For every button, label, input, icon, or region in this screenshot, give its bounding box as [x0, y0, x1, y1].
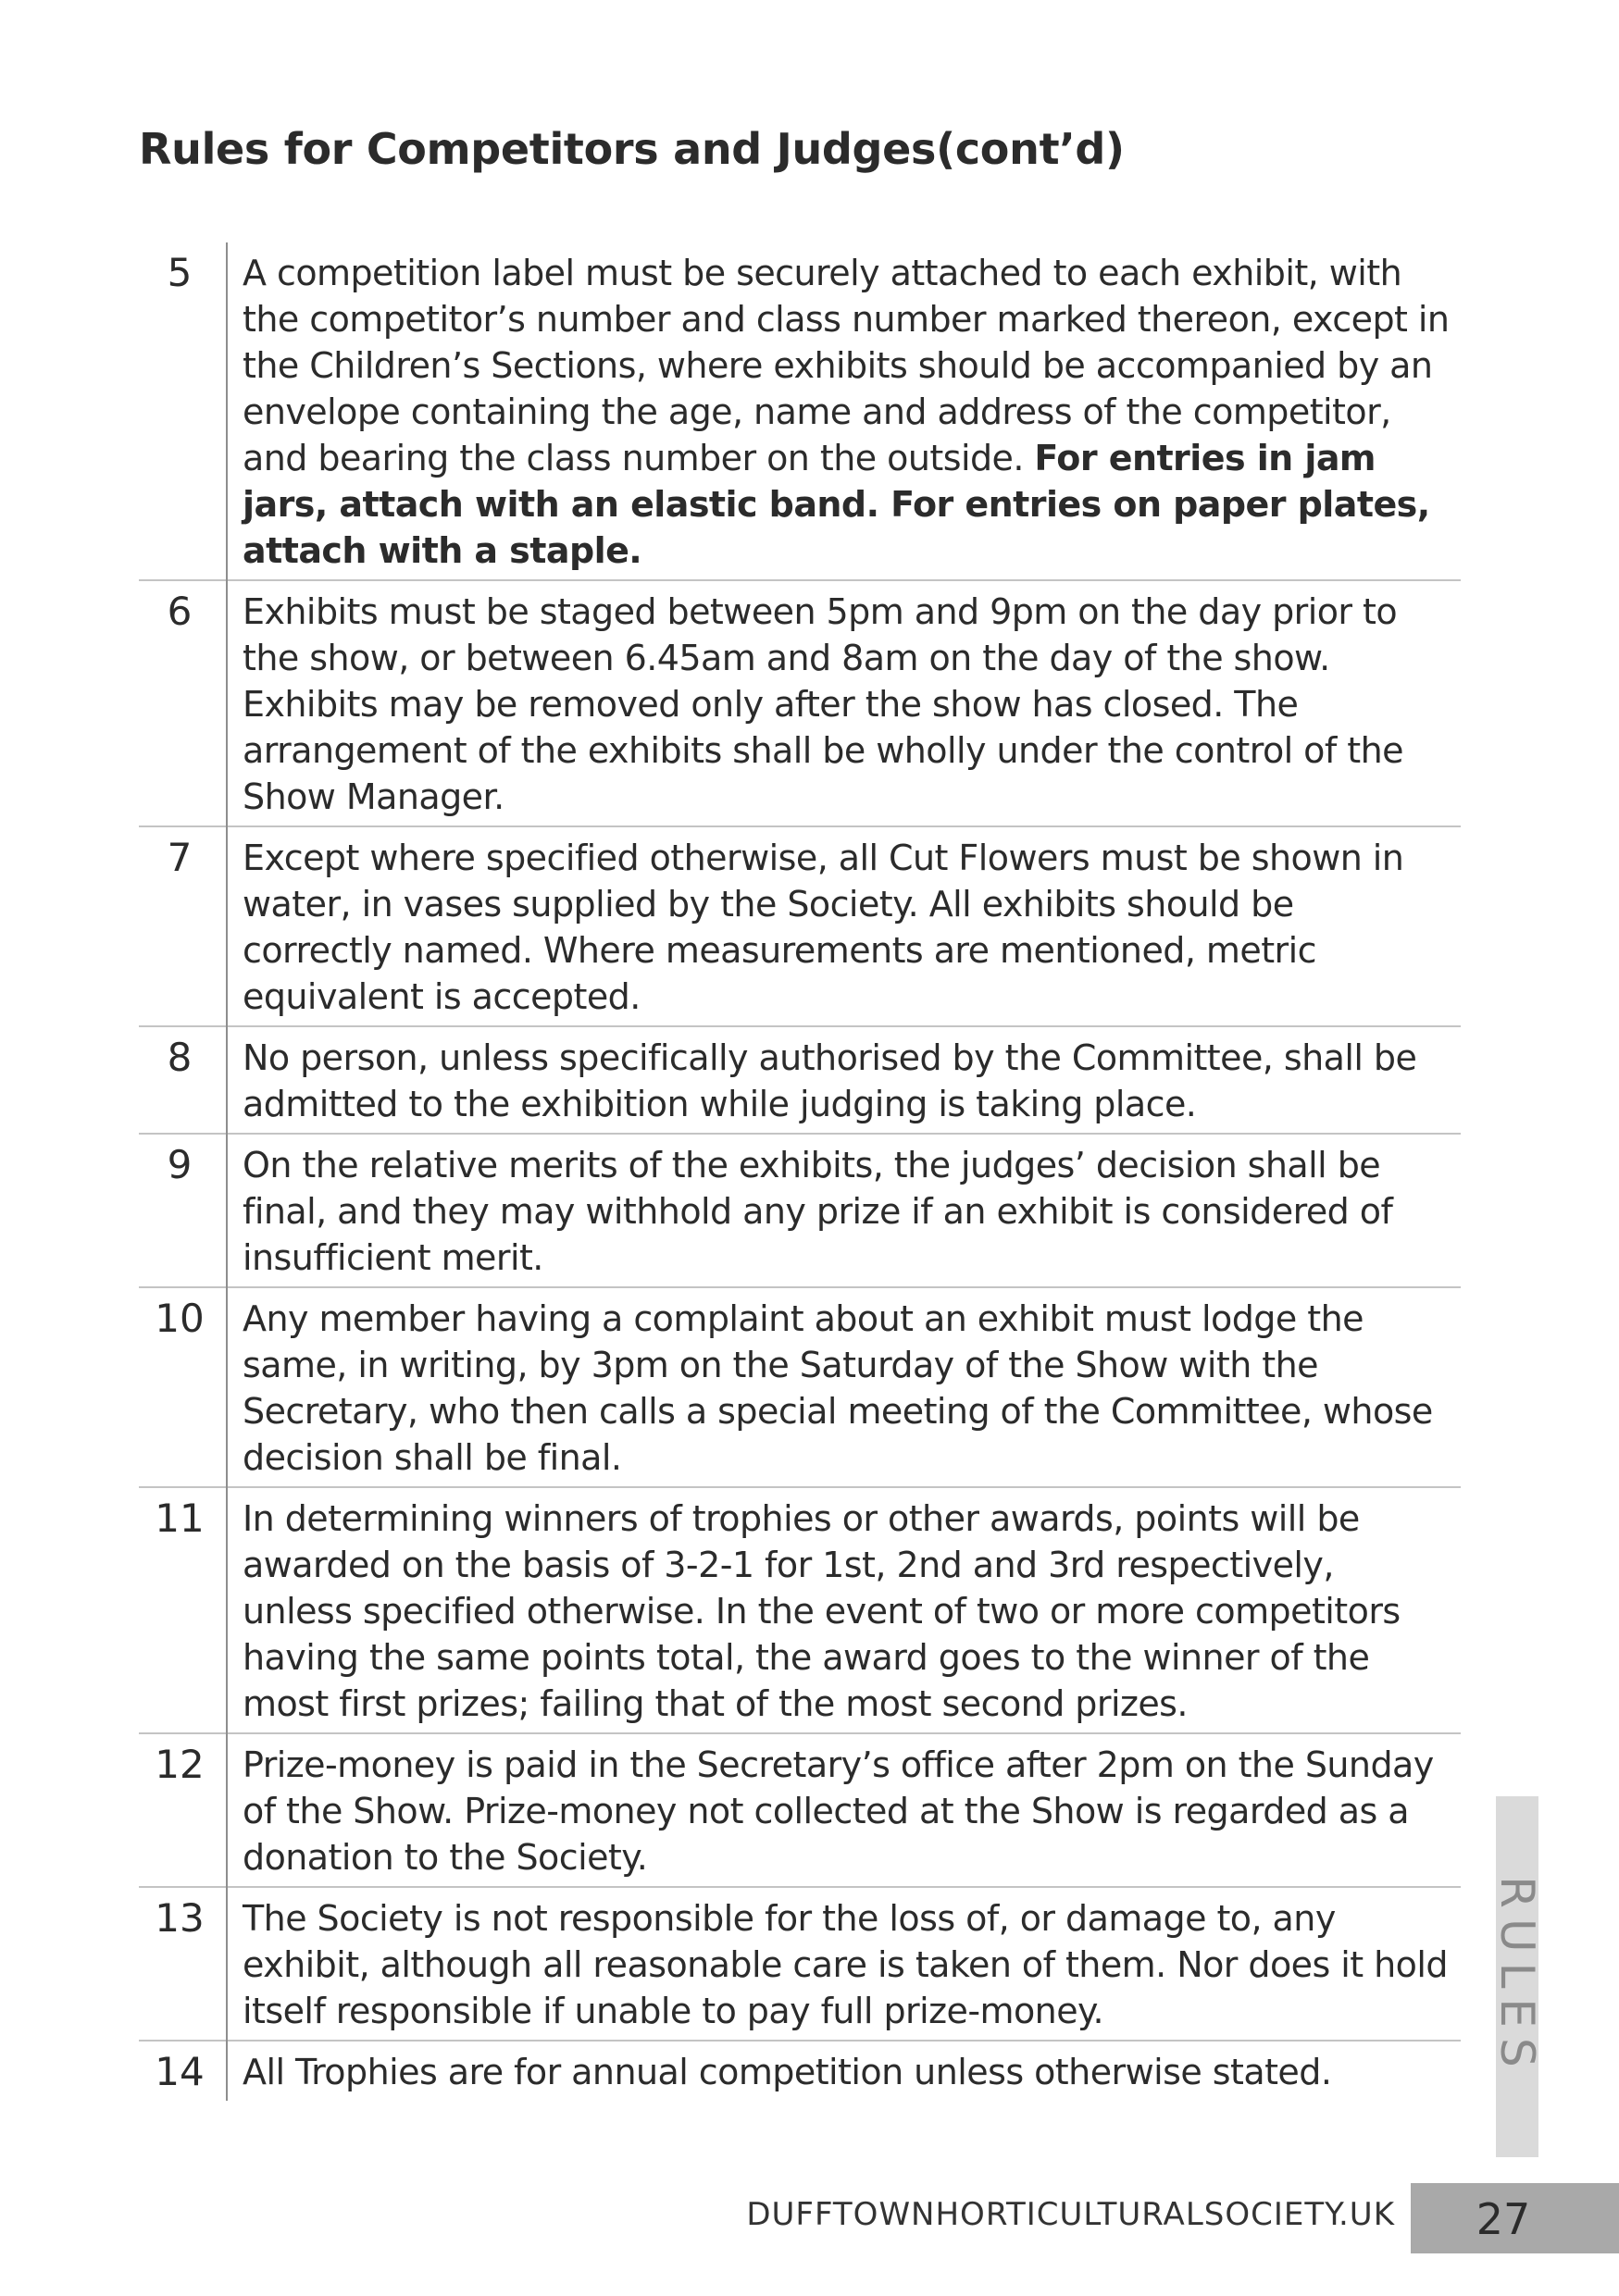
rule-text: Any member having a complaint about an exhibit must lodge the same, in writing, by 3pm on the Saturday of the Show with the Secretary, who then calls a special meeting of the Committee, whose decision shall be final.	[227, 1287, 1461, 1487]
rule-text: The Society is not responsible for the loss of, or damage to, any exhibit, although all reasonable care is taken of them. Nor does it hold itself responsible if unable to pay full prize-money.	[227, 1887, 1461, 2041]
rule-text: All Trophies are for annual competition unless otherwise stated.	[227, 2041, 1461, 2101]
rule-number: 13	[139, 1887, 227, 2041]
rule-row	[139, 2041, 1461, 2101]
rule-row	[139, 1487, 1461, 1733]
rule-number: 9	[139, 1134, 227, 1287]
rule-body: A competition label must be securely attached to each exhibit, with the competitor’s number and class number marked thereon, except in the Children’s Sections, where exhibits should be accompanied by an envelope containing the age, name and address of the competitor, and bearing the class number on the outside.	[243, 253, 1450, 478]
rule-text: In determining winners of trophies or other awards, points will be awarded on the basis of 3-2-1 for 1st, 2nd and 3rd respectively, unless specified otherwise. In the event of two or more competitors having the same points total, the award goes to the winner of the most first prizes; failing that of the most second prizes.	[227, 1487, 1461, 1733]
rule-row	[139, 1887, 1461, 2041]
rule-text	[227, 242, 1461, 580]
rule-number: 6	[139, 580, 227, 826]
rule-number: 8	[139, 1026, 227, 1134]
section-tab-label: RULES	[1490, 1876, 1544, 2078]
rule-bold-note: For entries in jam jars, attach with an elastic band. For entries on paper plates, attach with a staple.	[243, 438, 1430, 571]
rule-number: 12	[139, 1733, 227, 1887]
page-number: 27	[1476, 2194, 1531, 2244]
rule-row	[139, 1134, 1461, 1287]
rule-number: 11	[139, 1487, 227, 1733]
rule-row	[139, 826, 1461, 1026]
page-title: Rules for Competitors and Judges(cont’d)	[139, 124, 1125, 174]
page-number-box	[1411, 2183, 1619, 2253]
rule-text: No person, unless specifically authorised by the Committee, shall be admitted to the exhibition while judging is taking place.	[227, 1026, 1461, 1134]
rule-row	[139, 1733, 1461, 1887]
section-side-tab	[1490, 1796, 1544, 2157]
rules-table	[139, 242, 1461, 2101]
rule-row	[139, 1287, 1461, 1487]
rule-text: Except where specified otherwise, all Cut Flowers must be shown in water, in vases supplied by the Society. All exhibits should be correctly named. Where measurements are mentioned, metric equivalent is accepted.	[227, 826, 1461, 1026]
rule-number: 7	[139, 826, 227, 1026]
rule-number: 14	[139, 2041, 227, 2101]
footer-website: DUFFTOWNHORTICULTURALSOCIETY.UK	[746, 2196, 1395, 2233]
rule-number: 10	[139, 1287, 227, 1487]
rule-number: 5	[139, 242, 227, 580]
rule-row	[139, 242, 1461, 580]
rule-text: On the relative merits of the exhibits, the judges’ decision shall be final, and they may withhold any prize if an exhibit is considered of insufficient merit.	[227, 1134, 1461, 1287]
rule-row	[139, 1026, 1461, 1134]
rule-text: Exhibits must be staged between 5pm and 9pm on the day prior to the show, or between 6.45am and 8am on the day of the show. Exhibits may be removed only after the show has closed. The arrangement of the exhibits shall be wholly under the control of the Show Manager.	[227, 580, 1461, 826]
rule-text: Prize-money is paid in the Secretary’s office after 2pm on the Sunday of the Show. Prize-money not collected at the Show is regarded as a donation to the Society.	[227, 1733, 1461, 1887]
rule-row	[139, 580, 1461, 826]
